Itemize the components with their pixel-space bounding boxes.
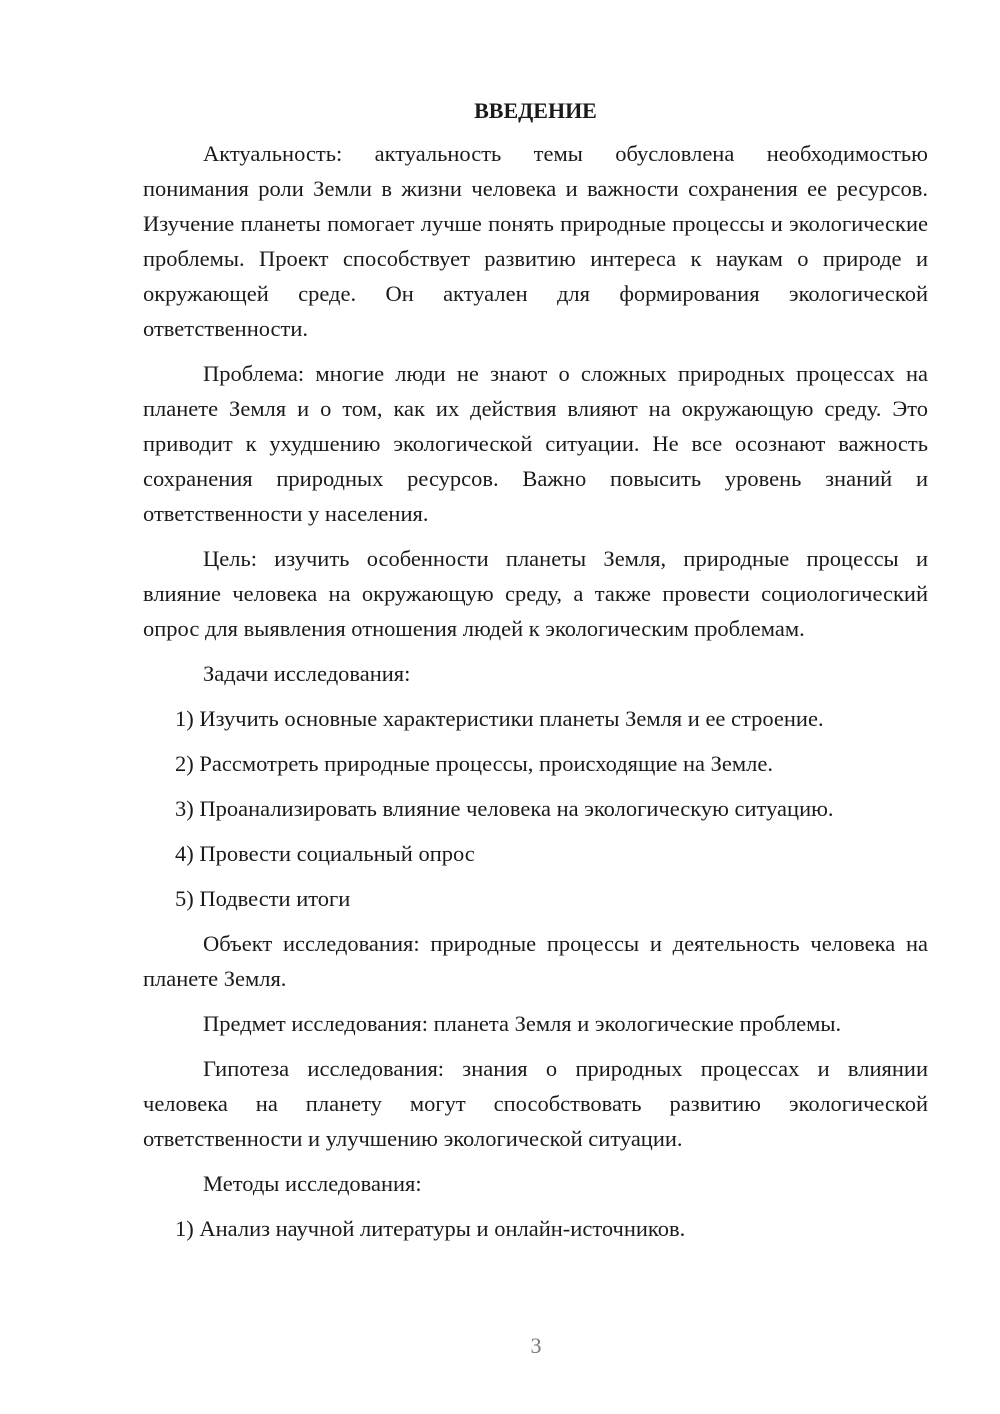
section-heading: ВВЕДЕНИЕ [474,98,597,123]
task-item: 4) Провести социальный опрос [175,841,475,866]
methods-heading: Методы исследования: [203,1171,422,1196]
subject-paragraph: Предмет исследования: планета Земля и экологические проблемы. [203,1011,842,1036]
object-paragraph: Объект исследования: природные процессы и деятельность человека на планете Земля. [143,931,928,991]
problem-paragraph: Проблема: многие люди не знают о сложных природных процессах на планете Земля и о том, как их действия влияют на окружающую среду. Это приводит к ухудшению экологической ситуации. Не все осознают важность сохранения природных ресурсов. Важно повысить уровень знаний и ответственности у населения. [143,361,928,526]
goal-paragraph: Цель: изучить особенности планеты Земля, природные процессы и влияние человека на окружающую среду, а также провести социологический опрос для выявления отношения людей к экологическим проблемам. [143,546,928,641]
tasks-heading: Задачи исследования: [203,661,411,686]
page-number: 3 [530,1333,542,1358]
relevance-paragraph: Актуальность: актуальность темы обусловлена необходимостью понимания роли Земли в жизни человека и важности сохранения ее ресурсов. Изучение планеты помогает лучше понять природные процессы и экологические проблемы. Проект способствует развитию интереса к наукам о природе и окружающей среде. Он актуален для формирования экологической ответственности. [143,141,928,341]
hypothesis-paragraph: Гипотеза исследования: знания о природных процессах и влиянии человека на планету могут способствовать развитию экологической ответственности и улучшению экологической ситуации. [143,1056,928,1151]
task-item: 3) Проанализировать влияние человека на экологическую ситуацию. [175,796,834,821]
task-item: 2) Рассмотреть природные процессы, происходящие на Земле. [175,751,773,776]
task-item: 1) Изучить основные характеристики планеты Земля и ее строение. [175,706,824,731]
method-item: 1) Анализ научной литературы и онлайн-источников. [175,1216,686,1241]
page-content [143,93,928,1256]
task-item: 5) Подвести итоги [175,886,351,911]
